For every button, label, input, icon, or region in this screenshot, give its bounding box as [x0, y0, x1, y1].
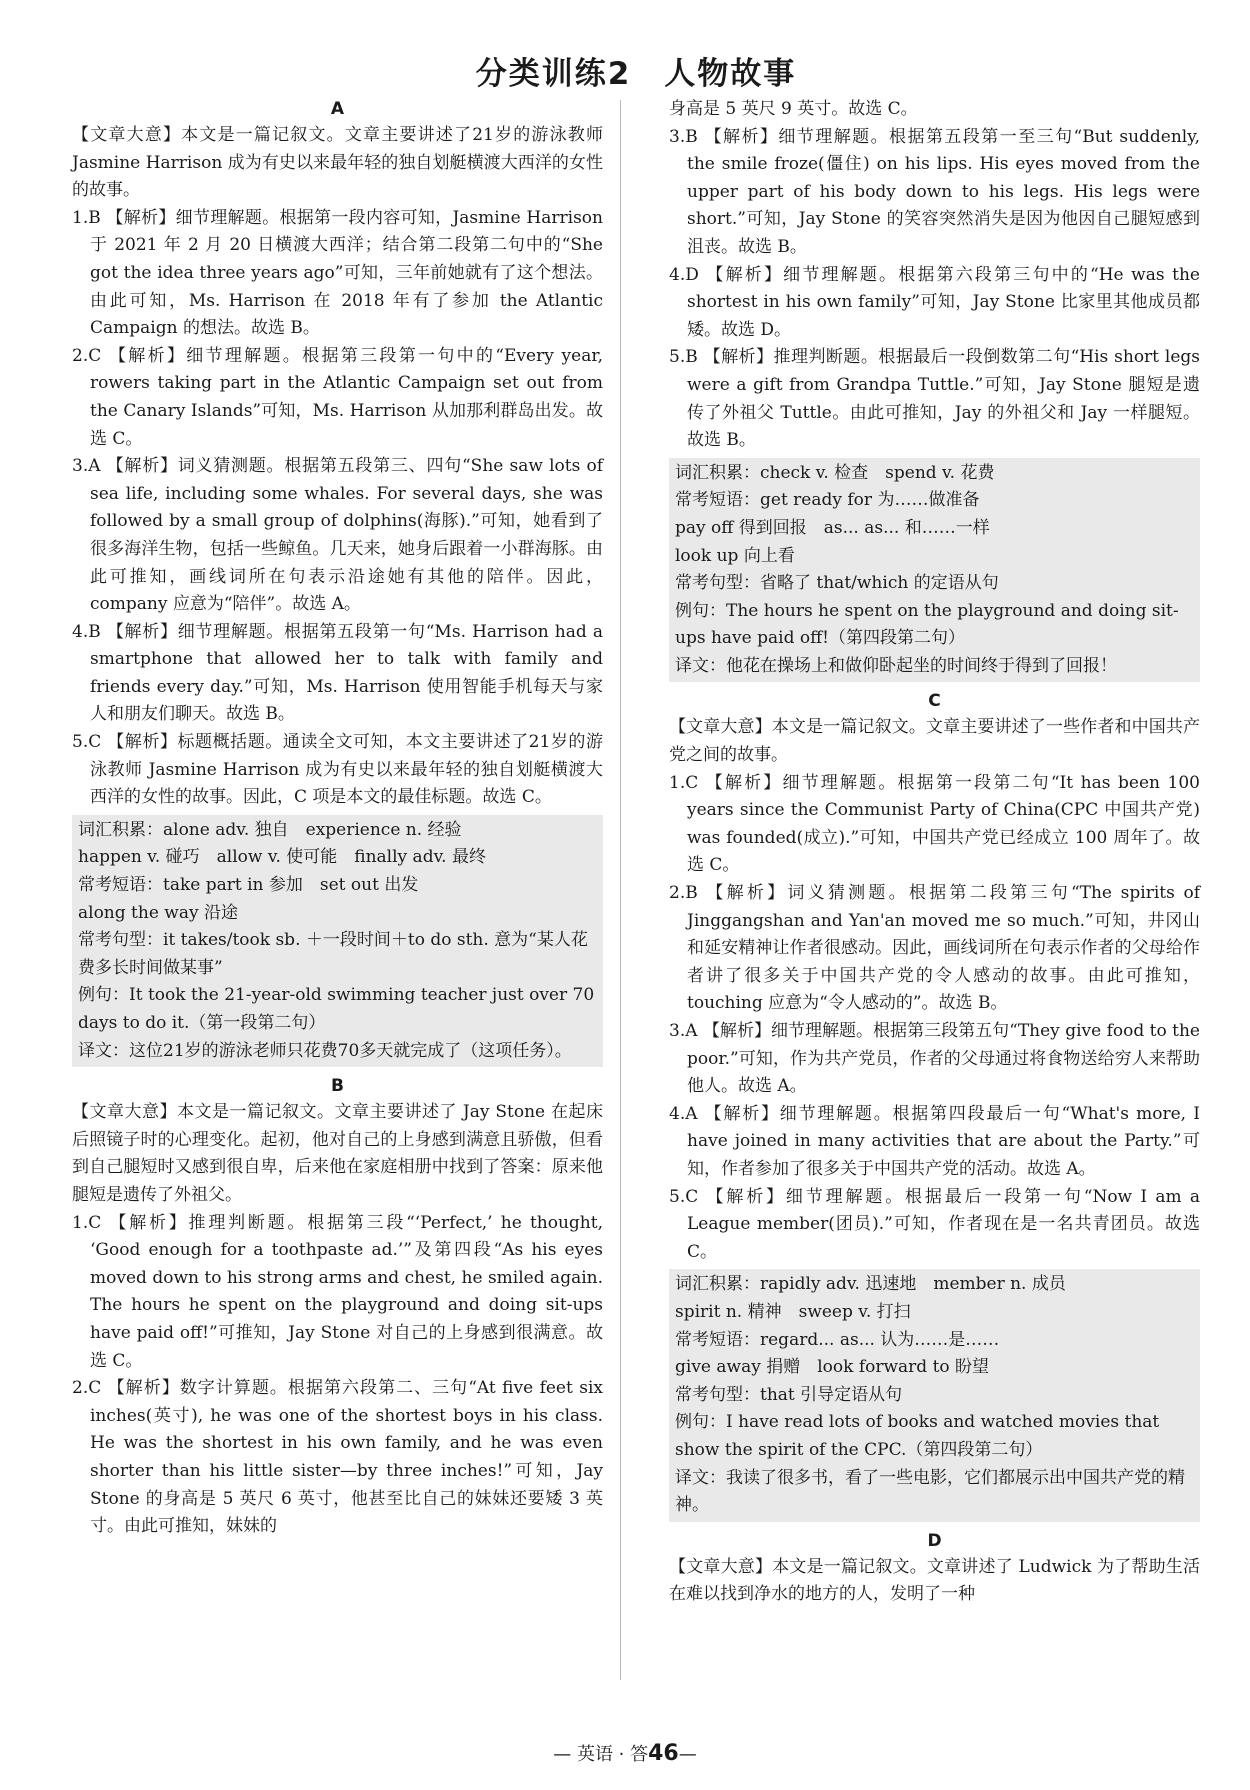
answer-b3: 3.B 【解析】细节理解题。根据第五段第一至三句“But suddenly, the smile froze(僵住) on his lips. His eyes moved from the upper part of his body down to his legs. His legs were short.”可知，Jay Stone 的笑容突然消失是因为他因自己腿短感到沮丧。故选 B。 — [669, 126, 1200, 257]
answer-a4: 4.B 【解析】细节理解题。根据第五段第一句“Ms. Harrison had a smartphone that allowed her to talk with family and friends every day.”可知，Ms. Harrison 使用智能手机每天与家人和朋友们聊天。故选 B。 — [72, 621, 603, 725]
vocab-line: 译文：他花在操场上和做仰卧起坐的时间终于得到了回报！ — [675, 655, 1117, 676]
right-column — [669, 96, 1200, 1609]
vocab-line: 词汇积累：rapidly adv. 迅速地 member n. 成员 — [675, 1274, 1066, 1295]
vocab-box-b — [669, 458, 1200, 683]
section-b-heading: B — [331, 1076, 344, 1097]
columns — [72, 96, 1200, 1609]
vocab-line: pay off 得到回报 as... as... 和……一样 — [675, 517, 990, 538]
answer-b4: 4.D 【解析】细节理解题。根据第六段第三句中的“He was the shortest in his own family”可知，Jay Stone 比家里其他成员都矮。故选 D。 — [669, 264, 1200, 340]
answer-a5: 5.C 【解析】标题概括题。通读全文可知，本文主要讲述了21岁的游泳教师 Jasmine Harrison 成为有史以来最年轻的独自划艇横渡大西洋的女性的故事。因此，C 项是本文的最佳标题。故选 C。 — [72, 732, 603, 808]
answer-c1: 1.C 【解析】细节理解题。根据第一段第二句“It has been 100 years since the Communist Party of China(CPC 中国共产党) was founded(成立).”可知，中国共产党已经成立 100 周年了。故选 C。 — [669, 772, 1200, 876]
section-a-heading: A — [330, 99, 345, 119]
vocab-line: 常考句型：that 引导定语从句 — [675, 1384, 903, 1405]
answer-b5: 5.B 【解析】推理判断题。根据最后一段倒数第二句“His short legs were a gift from Grandpa Tuttle.”可知，Jay Stone 腿短是遗传了外祖父 Tuttle。由此可推知，Jay 的外祖父和 Jay 一样腿短。故选 B。 — [669, 347, 1200, 451]
footer-suffix: — — [678, 1744, 697, 1765]
section-d-heading: D — [927, 1530, 942, 1551]
answer-a2: 2.C 【解析】细节理解题。根据第三段第一句中的“Every year, rowers taking part in the Atlantic Campaign set out from the Canary Islands”可知，Ms. Harrison 从加那利群岛出发。故选 C。 — [72, 345, 603, 449]
section-d-summary: 【文章大意】本文是一篇记叙文。文章讲述了 Ludwick 为了帮助生活在难以找到净水的地方的人，发明了一种 — [669, 1556, 1200, 1605]
vocab-line: 译文：这位21岁的游泳老师只花费70多天就完成了（这项任务）。 — [78, 1040, 572, 1061]
vocab-line: 例句：The hours he spent on the playground and doing sit-ups have paid off!（第四段第二句） — [675, 600, 1179, 649]
page-title: 分类训练2 人物故事 — [475, 56, 797, 92]
vocab-line: 常考句型：省略了 that/which 的定语从句 — [675, 573, 999, 594]
vocab-line: 常考短语：regard... as... 认为……是…… — [675, 1329, 1000, 1350]
section-c-summary: 【文章大意】本文是一篇记叙文。文章主要讲述了一些作者和中国共产党之间的故事。 — [669, 717, 1200, 766]
vocab-line: 词汇积累：check v. 检查 spend v. 花费 — [675, 462, 995, 483]
answer-b1: 1.C 【解析】推理判断题。根据第三段“‘Perfect,’ he thought, ‘Good enough for a toothpaste ad.’”及第四段“As his eyes moved down to his strong arms and chest, he smiled again. The hours he spent on the playground and doing sit-ups have paid off!”可推知，Jay Stone 对自己的上身感到很满意。故选 C。 — [72, 1212, 603, 1371]
vocab-line: along the way 沿途 — [78, 902, 238, 923]
answer-b2-continued: 身高是 5 英尺 9 英寸。故选 C。 — [669, 99, 918, 119]
vocab-line: 词汇积累：alone adv. 独自 experience n. 经验 — [78, 819, 462, 840]
vocab-box-c — [669, 1269, 1200, 1521]
vocab-line: 常考短语：take part in 参加 set out 出发 — [78, 875, 419, 896]
vocab-line: give away 捐赠 look forward to 盼望 — [675, 1357, 990, 1378]
vocab-line: 例句：I have read lots of books and watched movies that show the spirit of the CPC.（第四段第二句） — [675, 1412, 1160, 1460]
vocab-line: spirit n. 精神 sweep v. 打扫 — [675, 1301, 911, 1322]
section-a-summary: 【文章大意】本文是一篇记叙文。文章主要讲述了21岁的游泳教师 Jasmine Harrison 成为有史以来最年轻的独自划艇横渡大西洋的女性的故事。 — [72, 125, 603, 201]
vocab-line: look up 向上看 — [675, 545, 795, 566]
footer-prefix: — 英语 · 答 — [553, 1744, 649, 1765]
answer-c2: 2.B 【解析】词义猜测题。根据第二段第三句“The spirits of Jinggangshan and Yan'an moved me so much.”可知，井冈山和延安精神让作者很感动。因此，画线词所在句表示作者的父母给作者讲了很多关于中国共产党的令人感动的故事。由此可推知，touching 应意为“令人感动的”。故选 B。 — [669, 883, 1200, 1014]
page-footer — [0, 1740, 1250, 1766]
section-b-summary: 【文章大意】本文是一篇记叙文。文章主要讲述了 Jay Stone 在起床后照镜子时的心理变化。起初，他对自己的上身感到满意且骄傲，但看到自己腿短时又感到很自卑，后来他在家庭相册中找到了答案：原来他腿短是遗传了外祖父。 — [72, 1102, 603, 1205]
answer-c4: 4.A 【解析】细节理解题。根据第四段最后一句“What's more, I have joined in many activities that are about the Party.”可知，作者参加了很多关于中国共产党的活动。故选 A。 — [669, 1103, 1200, 1179]
vocab-line: 译文：我读了很多书，看了一些电影，它们都展示出中国共产党的精神。 — [675, 1467, 1185, 1516]
vocab-line: 常考句型：it takes/took sb. ＋一段时间＋to do sth. 意为“某人花费多长时间做某事” — [78, 930, 588, 978]
vocab-line: 例句：It took the 21-year-old swimming teacher just over 70 days to do it.（第一段第二句） — [78, 985, 595, 1033]
answer-a1: 1.B 【解析】细节理解题。根据第一段内容可知，Jasmine Harrison 于 2021 年 2 月 20 日横渡大西洋；结合第二段第二句中的“She got the idea three years ago”可知，三年前她就有了这个想法。由此可知，Ms. Harrison 在 2018 年有了参加 the Atlantic Campaign 的想法。故选 B。 — [72, 207, 603, 339]
left-column — [72, 96, 603, 1609]
vocab-box-a — [72, 815, 603, 1067]
answer-b2: 2.C 【解析】数字计算题。根据第六段第二、三句“At five feet six inches(英寸), he was one of the shortest boys in his class. He was the shortest in his own family, and he was even shorter than his little sister—by three inches!”可知，Jay Stone 的身高是 5 英尺 6 英寸，他甚至比自己的妹妹还要矮 3 英寸。由此可推知，妹妹的 — [72, 1378, 603, 1537]
vocab-line: happen v. 碰巧 allow v. 使可能 finally adv. 最终 — [78, 847, 486, 868]
answer-c3: 3.A 【解析】细节理解题。根据第三段第五句“They give food to the poor.”可知，作为共产党员，作者的父母通过将食物送给穷人来帮助他人。故选 A。 — [669, 1021, 1200, 1097]
vocab-line: 常考短语：get ready for 为……做准备 — [675, 490, 980, 511]
answer-c5: 5.C 【解析】细节理解题。根据最后一段第一句“Now I am a League member(团员).”可知，作者现在是一名共青团员。故选 C。 — [669, 1186, 1200, 1262]
answer-a3: 3.A 【解析】词义猜测题。根据第五段第三、四句“She saw lots of sea life, including some whales. For several days, she was followed by a small group of dolphins(海豚).”可知，她看到了很多海洋生物，包括一些鲸鱼。几天来，她身后跟着一小群海豚。由此可推知，画线词所在句表示沿途她有其他的陪伴。因此，company 应意为“陪伴”。故选 A。 — [72, 456, 603, 615]
page-number: 46 — [648, 1741, 679, 1766]
section-c-heading: C — [928, 691, 941, 712]
